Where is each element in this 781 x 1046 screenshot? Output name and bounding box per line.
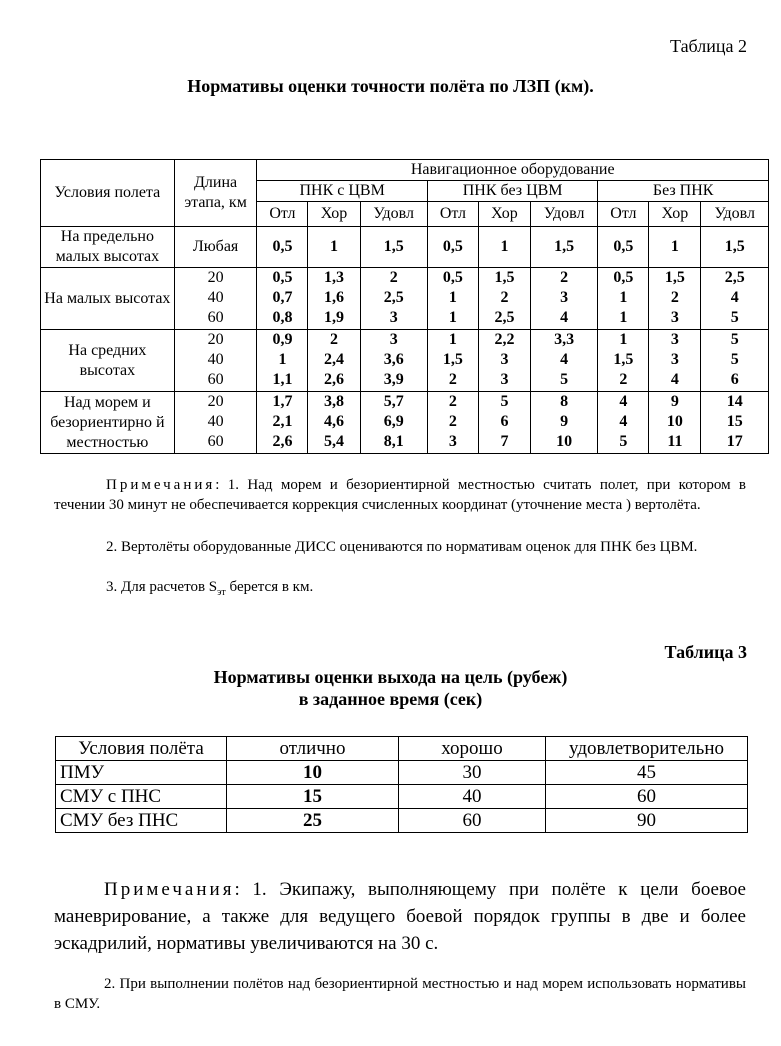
cell-line: 60 xyxy=(207,433,224,450)
header-grade: Отл xyxy=(598,202,649,227)
table-row xyxy=(41,268,769,330)
row-condition: Над морем и безориентирно й местностью xyxy=(41,392,175,454)
t3-excellent: 25 xyxy=(227,809,399,833)
cell-line: 4 xyxy=(730,289,739,306)
cell-value: 1 xyxy=(649,227,701,268)
cell-value: 1 xyxy=(478,227,530,268)
cell-value xyxy=(308,392,360,454)
cell-line: 5 xyxy=(730,351,739,368)
cell-value: 1,5 xyxy=(530,227,597,268)
table2-title: Нормативы оценки точности полёта по ЛЗП (км). xyxy=(187,76,594,96)
cell-line: 40 xyxy=(207,289,224,306)
cell-line: 4 xyxy=(560,351,569,368)
cell-value: 0,5 xyxy=(427,227,478,268)
t3-satisfactory: 45 xyxy=(546,761,748,785)
header-grade: Отл xyxy=(257,202,308,227)
row-condition: На малых высотах xyxy=(41,268,175,330)
cell-line: 2 xyxy=(560,269,569,286)
cell-line: 6 xyxy=(500,413,509,430)
cell-line: 2,1 xyxy=(272,413,293,430)
cell-line: 2,6 xyxy=(323,371,344,388)
cell-line: 5,7 xyxy=(383,393,404,410)
cell-value xyxy=(478,330,530,392)
cell-line: 4 xyxy=(619,413,628,430)
cell-line: 2,5 xyxy=(724,269,745,286)
cell-line: 20 xyxy=(207,331,224,348)
cell-line: 2 xyxy=(329,331,338,348)
row-condition: На средних высотах xyxy=(41,330,175,392)
t3-good: 30 xyxy=(399,761,546,785)
cell-value xyxy=(598,268,649,330)
table3-title: Нормативы оценки выхода на цель (рубеж) в заданное время (сек) xyxy=(213,667,568,709)
cell-line: 1,5 xyxy=(664,269,685,286)
cell-line: 40 xyxy=(207,413,224,430)
cell-value xyxy=(427,268,478,330)
table2-label: Таблица 2 xyxy=(670,36,747,56)
row-length xyxy=(174,330,257,392)
cell-line: 5 xyxy=(619,433,628,450)
cell-value xyxy=(701,392,769,454)
cell-value xyxy=(360,392,427,454)
cell-line: 5 xyxy=(730,309,739,326)
header-length: Длина этапа, км xyxy=(174,160,257,227)
cell-value: 0,5 xyxy=(598,227,649,268)
t3-good: 60 xyxy=(399,809,546,833)
cell-line: 2,4 xyxy=(323,351,344,368)
cell-line: 1 xyxy=(619,289,628,306)
cell-value xyxy=(649,268,701,330)
cell-line: 0,5 xyxy=(272,269,293,286)
row-length xyxy=(174,268,257,330)
cell-line: 1,5 xyxy=(442,351,463,368)
cell-value xyxy=(308,330,360,392)
cell-line: 1 xyxy=(278,351,287,368)
cell-line: 1,3 xyxy=(323,269,344,286)
cell-value: 1,5 xyxy=(701,227,769,268)
cell-line: 2 xyxy=(448,393,457,410)
cell-line: 5 xyxy=(560,371,569,388)
cell-line: 2 xyxy=(500,289,509,306)
cell-line: 0,7 xyxy=(272,289,293,306)
cell-line: 0,5 xyxy=(442,269,463,286)
cell-value xyxy=(257,268,308,330)
table3-label: Таблица 3 xyxy=(664,642,747,662)
cell-line: 1,6 xyxy=(323,289,344,306)
notes-label: Примечания xyxy=(104,879,235,900)
cell-line: 60 xyxy=(207,309,224,326)
cell-line: 11 xyxy=(667,433,683,450)
cell-value xyxy=(598,392,649,454)
header-grade: Хор xyxy=(308,202,360,227)
t3-excellent: 10 xyxy=(227,761,399,785)
cell-line: 3,6 xyxy=(383,351,404,368)
cell-line: 3 xyxy=(500,371,509,388)
cell-line: 3 xyxy=(500,351,509,368)
cell-line: 15 xyxy=(726,413,743,430)
cell-line: 0,5 xyxy=(613,269,634,286)
cell-value xyxy=(649,330,701,392)
cell-value xyxy=(360,330,427,392)
cell-value xyxy=(427,392,478,454)
cell-line: 4 xyxy=(670,371,679,388)
header-grade: Удовл xyxy=(360,202,427,227)
cell-line: 5 xyxy=(730,331,739,348)
t3-condition: ПМУ xyxy=(56,761,227,785)
cell-line: 3 xyxy=(560,289,569,306)
cell-line: 1 xyxy=(448,331,457,348)
table-row xyxy=(56,761,748,785)
cell-value: 0,5 xyxy=(257,227,308,268)
cell-line: 5,4 xyxy=(323,433,344,450)
cell-value xyxy=(257,392,308,454)
header-grade: Отл xyxy=(427,202,478,227)
table-row xyxy=(41,392,769,454)
cell-line: 9 xyxy=(560,413,569,430)
cell-line: 2 xyxy=(670,289,679,306)
header-grade: Удовл xyxy=(530,202,597,227)
cell-line: 14 xyxy=(726,393,743,410)
cell-line: 1,5 xyxy=(613,351,634,368)
cell-line: 3 xyxy=(448,433,457,450)
cell-line: 1,9 xyxy=(323,309,344,326)
cell-line: 1 xyxy=(448,309,457,326)
header-grade: Хор xyxy=(478,202,530,227)
t3-condition: СМУ без ПНС xyxy=(56,809,227,833)
table3-note-1: Примечания: 1. Экипажу, выполняющему при полёте к цели боевое маневрирование, а также для ведущего боевой порядок группы в две и более эскадрилий, нормативы увеличиваются на 30 с. xyxy=(54,879,746,954)
t3-excellent: 15 xyxy=(227,785,399,809)
cell-line: 2 xyxy=(448,371,457,388)
cell-line: 2,2 xyxy=(494,331,515,348)
row-length xyxy=(174,392,257,454)
header-group: ПНК с ЦВМ xyxy=(257,181,427,202)
row-length: Любая xyxy=(174,227,257,268)
cell-line: 40 xyxy=(207,351,224,368)
header-group: ПНК без ЦВМ xyxy=(427,181,597,202)
t3-header-cell: Условия полёта xyxy=(56,737,227,761)
cell-line: 0,8 xyxy=(272,309,293,326)
cell-value xyxy=(308,268,360,330)
cell-line: 8,1 xyxy=(383,433,404,450)
cell-line: 60 xyxy=(207,371,224,388)
cell-line: 7 xyxy=(500,433,509,450)
table-row xyxy=(41,330,769,392)
cell-line: 6 xyxy=(730,371,739,388)
table2-note-1: Примечания: 1. Над морем и безориентирной местностью считать полет, при котором в течении 30 минут не обеспечивается коррекция счисленных координат (уточнение места ) вертолёта. xyxy=(54,477,746,513)
cell-value: 1 xyxy=(308,227,360,268)
cell-value: 1,5 xyxy=(360,227,427,268)
cell-line: 0,9 xyxy=(272,331,293,348)
cell-line: 2 xyxy=(619,371,628,388)
cell-line: 10 xyxy=(666,413,683,430)
cell-value xyxy=(530,330,597,392)
cell-value xyxy=(427,330,478,392)
notes-label: Примечания xyxy=(106,477,216,493)
table2-note-2: 2. Вертолёты оборудованные ДИСС оцениваются по нормативам оценок для ПНК без ЦВМ. xyxy=(106,539,698,555)
cell-line: 1 xyxy=(619,331,628,348)
cell-value xyxy=(478,268,530,330)
cell-line: 20 xyxy=(207,393,224,410)
cell-line: 4,6 xyxy=(323,413,344,430)
cell-line: 3,8 xyxy=(323,393,344,410)
cell-line: 17 xyxy=(726,433,743,450)
table2 xyxy=(40,159,769,454)
cell-value xyxy=(701,330,769,392)
t3-header-cell: удовлетворительно xyxy=(546,737,748,761)
cell-line: 1 xyxy=(619,309,628,326)
cell-value xyxy=(478,392,530,454)
cell-line: 10 xyxy=(556,433,573,450)
cell-value xyxy=(649,392,701,454)
cell-line: 9 xyxy=(670,393,679,410)
t3-good: 40 xyxy=(399,785,546,809)
cell-line: 20 xyxy=(207,269,224,286)
cell-line: 1 xyxy=(448,289,457,306)
cell-value xyxy=(530,268,597,330)
cell-line: 8 xyxy=(560,393,569,410)
t3-condition: СМУ с ПНС xyxy=(56,785,227,809)
cell-line: 3,3 xyxy=(554,331,575,348)
t3-satisfactory: 60 xyxy=(546,785,748,809)
cell-line: 6,9 xyxy=(383,413,404,430)
table3 xyxy=(55,736,748,833)
cell-line: 3 xyxy=(389,309,398,326)
cell-value xyxy=(360,268,427,330)
header-grade: Хор xyxy=(649,202,701,227)
cell-line: 1,7 xyxy=(272,393,293,410)
table2-note-3: 3. Для расчетов $S_{эт}$ берется в км. xyxy=(106,579,314,598)
cell-line: 2 xyxy=(448,413,457,430)
cell-line: 4 xyxy=(560,309,569,326)
cell-line: 2 xyxy=(389,269,398,286)
cell-line: 3 xyxy=(670,351,679,368)
header-conditions: Условия полета xyxy=(41,160,175,227)
cell-line: 1,5 xyxy=(494,269,515,286)
t3-header-cell: хорошо xyxy=(399,737,546,761)
cell-line: 3 xyxy=(670,331,679,348)
table-row xyxy=(56,785,748,809)
table-row xyxy=(56,809,748,833)
cell-line: 3 xyxy=(389,331,398,348)
cell-line: 2,5 xyxy=(383,289,404,306)
t3-satisfactory: 90 xyxy=(546,809,748,833)
cell-value xyxy=(701,268,769,330)
cell-line: 3,9 xyxy=(383,371,404,388)
header-navigation: Навигационное оборудование xyxy=(257,160,769,181)
cell-line: 4 xyxy=(619,393,628,410)
cell-value xyxy=(257,330,308,392)
t3-header-cell: отлично xyxy=(227,737,399,761)
header-grade: Удовл xyxy=(701,202,769,227)
cell-line: 1,1 xyxy=(272,371,293,388)
table3-note-2: 2. При выполнении полётов над безориентирной местностью и над морем использовать нормативы в СМУ. xyxy=(54,976,746,1012)
cell-value xyxy=(598,330,649,392)
table-row xyxy=(41,227,769,268)
cell-line: 2,5 xyxy=(494,309,515,326)
cell-value xyxy=(530,392,597,454)
cell-line: 3 xyxy=(670,309,679,326)
cell-line: 2,6 xyxy=(272,433,293,450)
header-group: Без ПНК xyxy=(598,181,769,202)
row-condition: На предельно малых высотах xyxy=(41,227,175,268)
cell-line: 5 xyxy=(500,393,509,410)
